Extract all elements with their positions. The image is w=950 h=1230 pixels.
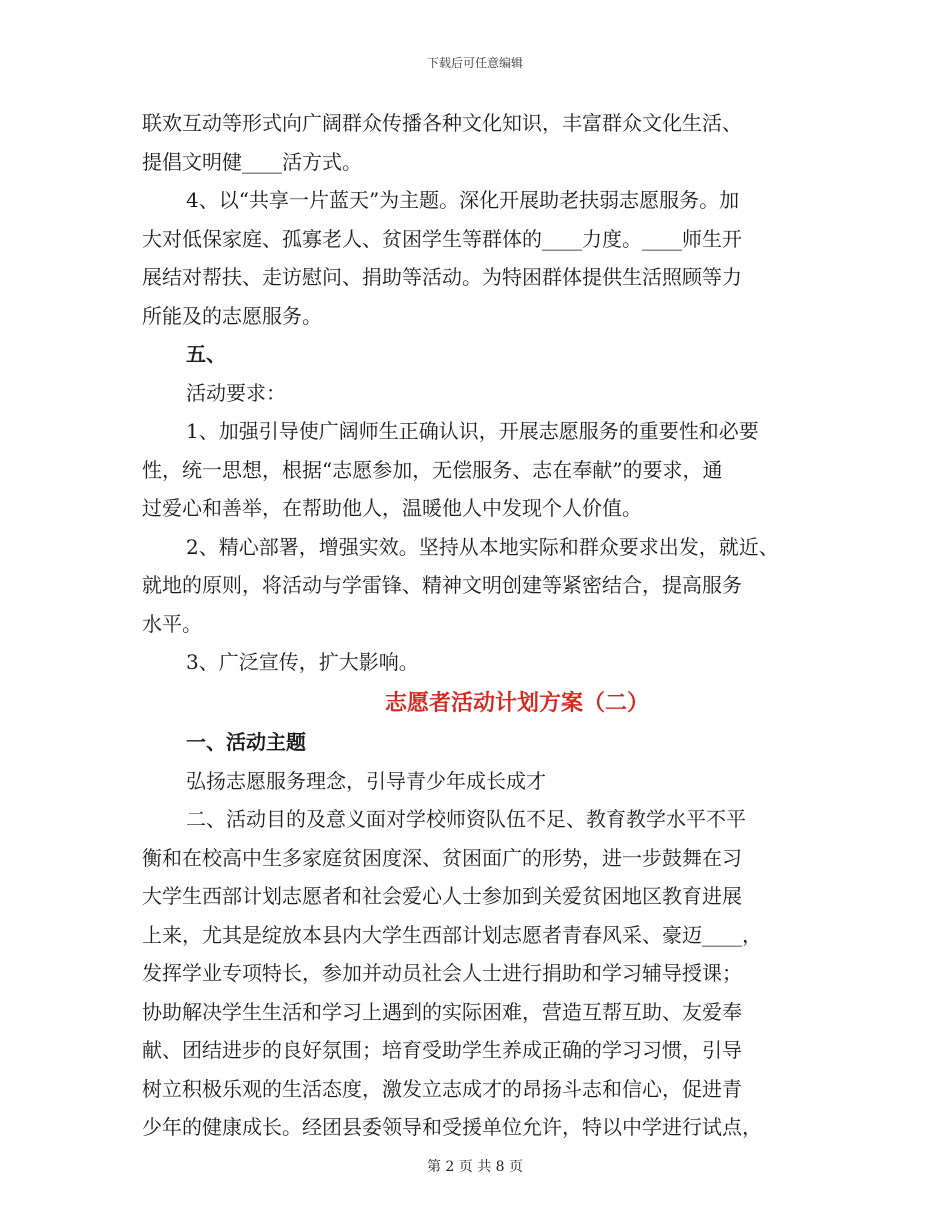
paragraph-line: 水平。 xyxy=(142,611,202,636)
paragraph-line: 过爱心和善举，在帮助他人，温暖他人中发现个人价值。 xyxy=(142,496,642,520)
paragraph-line: 少年的健康成长。经团县委领导和受援单位允许，特以中学进行试点， xyxy=(142,1115,762,1139)
paragraph-line: 4、以“共享一片蓝天”为主题。深化开展助老扶弱志愿服务。加 xyxy=(186,188,740,212)
paragraph-line: 衡和在校高中生多家庭贫困度深、贫困面广的形势，进一步鼓舞在习 xyxy=(142,845,742,870)
paragraph-line: 展结对帮扶、走访慰问、捐助等活动。为特困群体提供生活照顾等力 xyxy=(142,265,742,289)
paragraph-line: 弘扬志愿服务理念，引导青少年成长成才 xyxy=(186,768,546,793)
paragraph-line: 大学生西部计划志愿者和社会爱心人士参加到关爱贫困地区教育进展 xyxy=(142,884,742,908)
paragraph-line: 发挥学业专项特长，参加并动员社会人士进行捐助和学习辅导授课； xyxy=(142,961,742,985)
section-heading: 一、活动主题 xyxy=(186,730,306,754)
paragraph-line: 树立积极乐观的生活态度，激发立志成才的昂扬斗志和信心，促进青 xyxy=(142,1076,742,1101)
page-header: 下载后可任意编辑 xyxy=(426,56,523,70)
paragraph-line: 提倡文明健____活方式。 xyxy=(142,149,362,174)
paragraph-line: 3、广泛宣传，扩大影响。 xyxy=(186,650,419,674)
paragraph-line: 性，统一思想，根据“志愿参加，无偿服务、志在奉献”的要求，通 xyxy=(142,457,723,482)
paragraph-line: 上来，尤其是绽放本县内大学生西部计划志愿者青春风采、豪迈____， xyxy=(142,922,762,947)
paragraph-line: 1、加强引导使广阔师生正确认识，开展志愿服务的重要性和必要 xyxy=(186,419,759,443)
paragraph-line: 就地的原则，将活动与学雷锋、精神文明创建等紧密结合，提高服务 xyxy=(142,573,742,597)
section-heading: 五、 xyxy=(186,342,226,366)
paragraph-line: 活动要求： xyxy=(186,380,286,405)
paragraph-line: 二、活动目的及意义面对学校师资队伍不足、教育教学水平不平 xyxy=(186,807,746,831)
document-title: 志愿者活动计划方案（二） xyxy=(384,689,649,716)
paragraph-line: 所能及的志愿服务。 xyxy=(142,303,322,328)
paragraph-line: 献、团结进步的良好氛围；培育受助学生养成正确的学习习惯，引导 xyxy=(142,1038,742,1062)
paragraph-line: 2、精心部署，增强实效。坚持从本地实际和群众要求出发，就近、 xyxy=(186,534,779,559)
page-number: 第 2 页 共 8 页 xyxy=(426,1159,524,1175)
paragraph-line: 联欢互动等形式向广阔群众传播各种文化知识，丰富群众文化生活、 xyxy=(142,111,742,135)
paragraph-line: 协助解决学生生活和学习上遇到的实际困难，营造互帮互助、友爱奉 xyxy=(142,999,742,1024)
document-body xyxy=(142,104,832,1147)
paragraph-line: 大对低保家庭、孤寡老人、贫困学生等群体的____力度。____师生开 xyxy=(142,226,742,251)
